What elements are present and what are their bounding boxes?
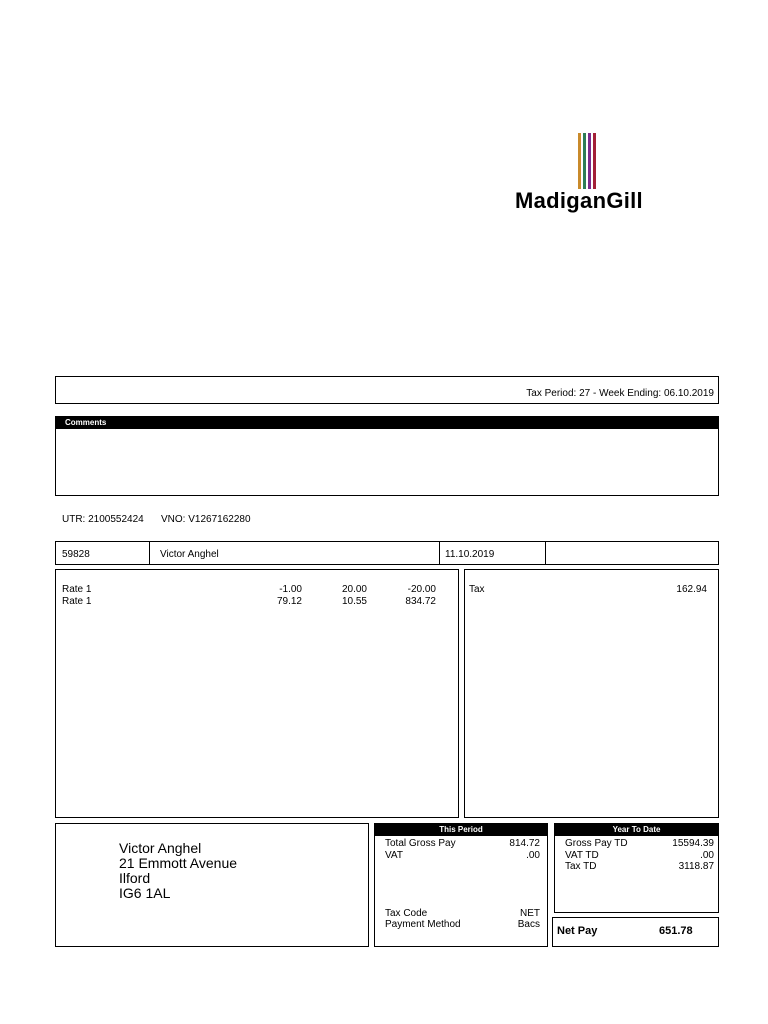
net-pay-value: 651.78 <box>659 925 693 937</box>
logo-bars <box>578 133 598 189</box>
comments-header-label: Comments <box>65 418 107 427</box>
payment-amount: 834.72 <box>405 596 436 607</box>
year-to-date-box <box>554 823 719 913</box>
address-line-3: Ilford <box>119 870 151 886</box>
header-vat-number: VAT Number <box>554 531 602 540</box>
contractor-name: Victor Anghel <box>160 549 219 560</box>
vat-value: .00 <box>526 850 540 861</box>
gross-pay-td-label: Gross Pay TD <box>565 838 628 849</box>
gross-pay-td-value: 15594.39 <box>672 838 714 849</box>
vno: VNO: V1267162280 <box>161 514 251 525</box>
header-payments: Payments <box>78 571 116 580</box>
payment-method-label: Payment Method <box>385 919 461 930</box>
header-deduction-amount: Amount <box>661 571 692 580</box>
payment-row <box>56 596 458 608</box>
tax-td-label: Tax TD <box>565 861 597 872</box>
header-amount: Amount <box>402 571 433 580</box>
address-box <box>55 823 369 947</box>
payment-units: -1.00 <box>279 584 302 595</box>
payment-row <box>56 584 458 596</box>
payment-desc: Rate 1 <box>62 596 92 607</box>
address-block <box>119 841 237 901</box>
total-gross-pay-label: Total Gross Pay <box>385 838 456 849</box>
vat-td-label: VAT TD <box>565 850 599 861</box>
this-period-header: This Period <box>375 824 547 836</box>
header-deductions: Deductions <box>487 571 531 580</box>
year-to-date-header: Year To Date <box>555 824 718 836</box>
tax-period-box <box>55 376 719 404</box>
payment-rate: 10.55 <box>341 596 367 607</box>
tax-code-label: Tax Code <box>385 908 428 919</box>
contractor-no: 59828 <box>62 549 90 560</box>
contractor-row <box>55 541 719 565</box>
deduction-row <box>465 584 718 596</box>
header-rate: Rate <box>343 571 361 580</box>
total-gross-pay-value: 814.72 <box>509 838 540 849</box>
header-contractor-no: Contractor No <box>65 531 119 540</box>
tax-td-value: 3118.87 <box>678 861 714 872</box>
header-process-date: Process Date <box>446 531 497 540</box>
payment-units: 79.12 <box>276 596 302 607</box>
header-units: Units <box>280 571 300 580</box>
payment-rate: 20.00 <box>341 584 367 595</box>
deductions-box <box>464 569 719 818</box>
vat-label: VAT <box>385 850 403 861</box>
this-period-box <box>374 823 548 947</box>
net-pay-box <box>552 917 719 947</box>
company-logo: MadiganGill <box>515 188 643 213</box>
deduction-amount: 162.94 <box>676 584 707 595</box>
tax-code-value: NET <box>520 908 540 919</box>
payment-method-value: Bacs <box>517 919 540 930</box>
deduction-desc: Tax <box>469 584 485 595</box>
comments-header <box>56 417 718 429</box>
process-date: 11.10.2019 <box>445 549 495 560</box>
vat-td-value: .00 <box>700 850 714 861</box>
address-line-1: Victor Anghel <box>119 840 202 856</box>
address-line-2: 21 Emmott Avenue <box>119 855 238 871</box>
comments-box <box>55 416 719 496</box>
address-line-4: IG6 1AL <box>119 885 171 901</box>
payment-amount: -20.00 <box>407 584 436 595</box>
net-pay-label: Net Pay <box>557 925 598 937</box>
payments-box <box>55 569 459 818</box>
utr: UTR: 2100552424 <box>62 514 144 525</box>
payment-desc: Rate 1 <box>62 584 92 595</box>
header-contractor-name: Contractor Name <box>159 531 224 540</box>
tax-period: Tax Period: 27 - Week Ending: 06.10.2019 <box>526 388 714 399</box>
